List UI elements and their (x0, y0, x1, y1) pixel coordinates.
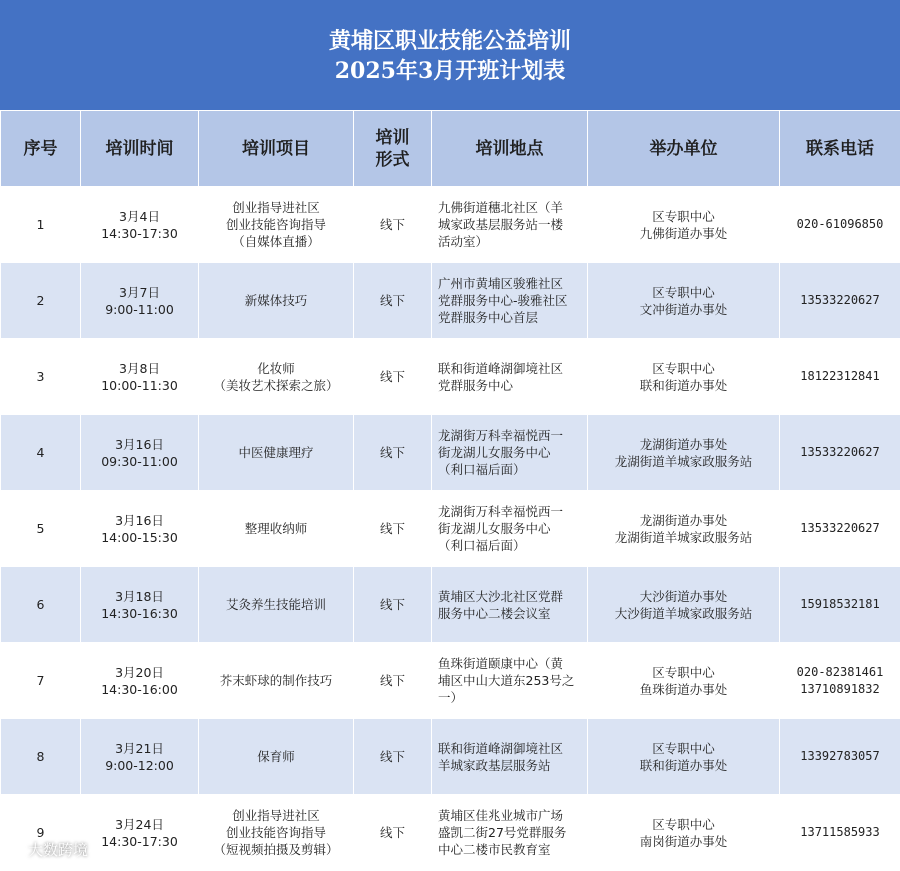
cell-org: 区专职中心 文冲街道办事处 (588, 263, 780, 339)
table-row (1, 187, 900, 263)
cell-time: 3月16日 14:00-15:30 (81, 491, 199, 567)
watermark-text: 大数跨境 (28, 839, 88, 860)
cell-no: 6 (1, 567, 81, 643)
cell-mode: 线下 (354, 491, 432, 567)
cell-phone: 13533220627 (780, 491, 900, 567)
cell-project: 保育师 (199, 719, 354, 795)
cell-phone: 020-82381461 13710891832 (780, 643, 900, 719)
header-cell: 培训地点 (432, 111, 588, 187)
header-cell: 培训时间 (81, 111, 199, 187)
cell-time: 3月20日 14:30-16:00 (81, 643, 199, 719)
cell-location: 鱼珠街道颐康中心（黄 埔区中山大道东253号之 一） (432, 643, 588, 719)
table-row (1, 643, 900, 719)
cell-org: 区专职中心 联和街道办事处 (588, 339, 780, 415)
cell-no: 3 (1, 339, 81, 415)
cell-no: 8 (1, 719, 81, 795)
table-row (1, 415, 900, 491)
cell-phone: 13711585933 (780, 795, 900, 871)
cell-location: 黄埔区佳兆业城市广场 盛凯二街27号党群服务 中心二楼市民教育室 (432, 795, 588, 871)
header-cell: 序号 (1, 111, 81, 187)
cell-no: 2 (1, 263, 81, 339)
table-row (1, 567, 900, 643)
header-cell: 培训 形式 (354, 111, 432, 187)
title-line-1: 黄埔区职业技能公益培训 (0, 26, 900, 56)
page-title (0, 0, 900, 110)
cell-no: 5 (1, 491, 81, 567)
schedule-table (0, 110, 900, 871)
cell-location: 龙湖街万科幸福悦西一 街龙湖儿女服务中心 （利口福后面） (432, 491, 588, 567)
cell-time: 3月24日 14:30-17:30 (81, 795, 199, 871)
table-row (1, 263, 900, 339)
cell-time: 3月7日 9:00-11:00 (81, 263, 199, 339)
cell-location: 龙湖街万科幸福悦西一 街龙湖儿女服务中心 （利口福后面） (432, 415, 588, 491)
cell-org: 龙湖街道办事处 龙湖街道羊城家政服务站 (588, 415, 780, 491)
cell-no: 4 (1, 415, 81, 491)
cell-org: 大沙街道办事处 大沙街道羊城家政服务站 (588, 567, 780, 643)
cell-phone: 18122312841 (780, 339, 900, 415)
cell-phone: 13392783057 (780, 719, 900, 795)
cell-time: 3月8日 10:00-11:30 (81, 339, 199, 415)
cell-time: 3月16日 09:30-11:00 (81, 415, 199, 491)
cell-location: 九佛街道穗北社区（羊 城家政基层服务站一楼 活动室） (432, 187, 588, 263)
cell-time: 3月4日 14:30-17:30 (81, 187, 199, 263)
cell-project: 化妆师 （美妆艺术探索之旅） (199, 339, 354, 415)
header-cell: 联系电话 (780, 111, 900, 187)
cell-time: 3月18日 14:30-16:30 (81, 567, 199, 643)
cell-project: 新媒体技巧 (199, 263, 354, 339)
cell-project: 艾灸养生技能培训 (199, 567, 354, 643)
cell-mode: 线下 (354, 719, 432, 795)
table-row (1, 795, 900, 871)
watermark (6, 839, 88, 860)
cell-mode: 线下 (354, 795, 432, 871)
table-row (1, 491, 900, 567)
cell-no: 9 (1, 795, 81, 871)
cell-no: 7 (1, 643, 81, 719)
title-line-2: 2025年3月开班计划表 (0, 56, 900, 86)
cell-phone: 15918532181 (780, 567, 900, 643)
cell-org: 龙湖街道办事处 龙湖街道羊城家政服务站 (588, 491, 780, 567)
cell-phone: 020-61096850 (780, 187, 900, 263)
cell-no: 1 (1, 187, 81, 263)
cell-mode: 线下 (354, 339, 432, 415)
cell-org: 区专职中心 南岗街道办事处 (588, 795, 780, 871)
cell-mode: 线下 (354, 187, 432, 263)
cell-location: 广州市黄埔区骏雅社区 党群服务中心-骏雅社区 党群服务中心首层 (432, 263, 588, 339)
cell-org: 区专职中心 鱼珠街道办事处 (588, 643, 780, 719)
cell-phone: 13533220627 (780, 415, 900, 491)
watermark-logo-icon (6, 841, 24, 859)
cell-location: 联和街道峰湖御境社区 羊城家政基层服务站 (432, 719, 588, 795)
header-cell: 举办单位 (588, 111, 780, 187)
header-cell: 培训项目 (199, 111, 354, 187)
cell-location: 联和街道峰湖御境社区 党群服务中心 (432, 339, 588, 415)
table-row (1, 339, 900, 415)
cell-time: 3月21日 9:00-12:00 (81, 719, 199, 795)
cell-mode: 线下 (354, 567, 432, 643)
cell-project: 整理收纳师 (199, 491, 354, 567)
cell-location: 黄埔区大沙北社区党群 服务中心二楼会议室 (432, 567, 588, 643)
table-row (1, 719, 900, 795)
table-header-row (1, 111, 900, 187)
cell-project: 中医健康理疗 (199, 415, 354, 491)
cell-phone: 13533220627 (780, 263, 900, 339)
cell-mode: 线下 (354, 263, 432, 339)
cell-project: 创业指导进社区 创业技能咨询指导 （短视频拍摄及剪辑） (199, 795, 354, 871)
cell-org: 区专职中心 九佛街道办事处 (588, 187, 780, 263)
cell-project: 芥末虾球的制作技巧 (199, 643, 354, 719)
cell-org: 区专职中心 联和街道办事处 (588, 719, 780, 795)
cell-project: 创业指导进社区 创业技能咨询指导 （自媒体直播） (199, 187, 354, 263)
cell-mode: 线下 (354, 415, 432, 491)
cell-mode: 线下 (354, 643, 432, 719)
